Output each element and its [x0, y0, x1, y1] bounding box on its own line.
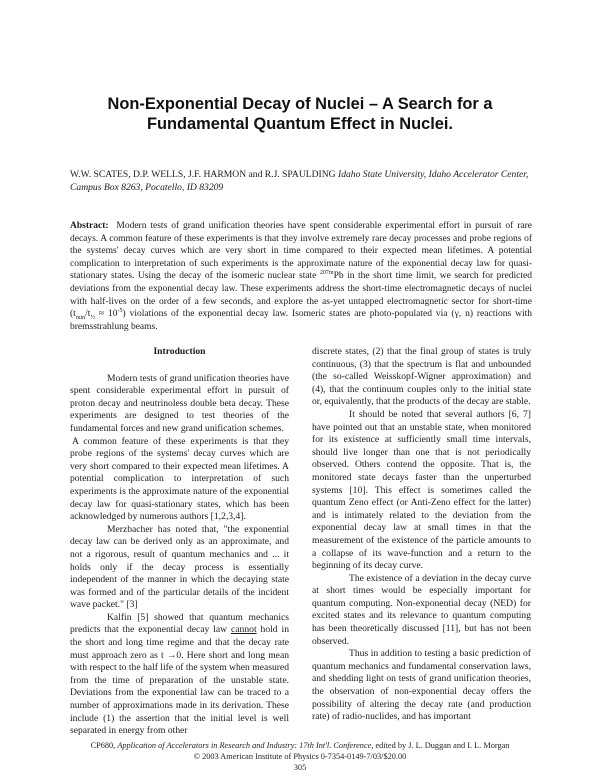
cp-number: CP680, [90, 741, 118, 750]
author-names: W.W. SCATES, D.P. WELLS, J.F. HARMON and R.J. SPAULDING [70, 169, 336, 180]
proceedings-title: Application of Accelerators in Research and Industry: 17th Int'l. Conference, [117, 741, 374, 750]
section-heading-introduction: Introduction [153, 346, 206, 357]
author-affiliation: Idaho State University, Idaho Accelerator Center, Campus Box 8263, Pocatello, ID 83209 [70, 169, 529, 193]
paragraph-text: hold in the short and long time regime and that the decay rate must approach zero as t →0. Here short and long mean with respect to the half life of the system when measured from the time of preparation of the unstable state. Deviations from the exponential law can be traced to a number of approximations made in its derivation. These include (1) the assertion that the initial level is well separated in energy from other [70, 624, 289, 737]
abstract-slash: /t [85, 309, 91, 320]
paragraph: A common feature of these experiments is that they probe regions of the systems' decay curves which are very short compared to their expected mean lifetimes. A potential complication to interpretation of such experiments is the approximate nature of the exponential decay law for quasi-stationary states, which has been acknowledged by numerous authors [1,2,3,4]. [70, 435, 289, 523]
paragraph: The existence of a deviation in the decay curve at short times would be especially important for quantum computing. Non-exponential decay (NED) for excited states and its relevance to quantum computing has been theoretically discussed [11], but has not been observed. [312, 572, 531, 647]
abstract-text-2: in the short time limit, we search for predicted deviations from the exponential decay law. These experiments address the short-time electromagnetic decays of nuclei with half-lives on the order of a few seconds, and explore the as-yet untapped electromagnetic sector for short-time (t [70, 271, 533, 320]
subscript-half: ½ [90, 315, 95, 322]
emphasis-underlined: cannot [231, 624, 257, 636]
copyright-line: © 2003 American Institute of Physics 0-7354-0149-7/03/$20.00 [193, 752, 407, 761]
author-block [70, 169, 540, 194]
paragraph [70, 612, 289, 738]
isotope-symbol: Pb [333, 271, 344, 282]
paper-title [60, 94, 540, 134]
paragraph: Thus in addition to testing a basic prediction of quantum mechanics and fundamental conservation laws, and shedding light on tests of grand unification theories, the observation of non-exponential decay offers the possibility of altering the decay rate (and production rate) of radio-nuclides, and has important [312, 648, 531, 723]
paragraph: Merzbacher has noted that, "the exponential decay law can be derived only as an approximate, and not a rigorous, result of quantum mechanics and ... it holds only if the decay process is essentially independent of the manner in which the decaying state was formed and of the particular details of the incident wave packet." [3] [70, 523, 289, 611]
page-number: 305 [293, 763, 307, 772]
paragraph: discrete states, (2) that the final group of states is truly continuous, (3) that the spectrum is flat and unbounded (the so-called Weisskopf-Wigner approximation) and (4), that the continuum couples only to the initial state or, equivalently, that the products of the decay are stable. [312, 346, 531, 408]
abstract [70, 220, 532, 333]
subscript-min: min [75, 315, 86, 322]
abstract-approx: ≈ 10 [94, 309, 118, 320]
abstract-text-3: ) violations of the exponential decay law. Isomeric states are photo-populated via (γ, n) reactions with bremsstrahlung beams. [70, 309, 532, 332]
title-line-1: Non-Exponential Decay of Nuclei – A Search for a [107, 95, 493, 113]
citation-line [20, 740, 580, 751]
abstract-label: Abstract: [70, 221, 109, 231]
abstract-text-1: Modern tests of grand unification theories have spent considerable experimental effort in pursuit of rare decays. A common feature of these experiments is that they involve extremely rare decay processes and probe regions of the systems' decay curves which are very short in time compared to their expected mean lifetimes. A potential complication to interpretation of such experiments is the approximate nature of the exponential decay law for quasi-stationary states. Using the decay of the isomeric nuclear state [70, 221, 533, 282]
paragraph: Modern tests of grand unification theories have spent considerable experimental effort in pursuit of proton decay and neutrinoless double beta decay. These experiments are designed to test theories of the fundamental forces and new grand unification schemes. [70, 372, 289, 434]
title-line-2: Fundamental Quantum Effect in Nuclei. [147, 115, 453, 133]
isotope-mass-number: 207m [319, 270, 334, 277]
page-footer [20, 740, 580, 773]
paragraph: It should be noted that several authors [6, 7] have pointed out that an unstable state, when monitored for its existence at sufficiently small time intervals, should live longer than one that is not periodically observed. Others contend the opposite. That is, the monitored state decays faster than the unperturbed systems [10]. This effect is sometimes called the quantum Zeno effect (or Anti-Zeno effect for the latter) and is intimately related to the deviation from the exponential decay law at small times in that the measurement of the existence of the particle amounts to a collapse of its wave-function and a return to the beginning of its decay curve. [312, 408, 531, 572]
right-column [312, 346, 531, 724]
paragraph-text: Kalfin [5] showed that quantum mechanics predicts that the exponential decay law [70, 611, 289, 636]
editors: edited by J. L. Duggan and I. L. Morgan [373, 741, 510, 750]
exponent: -5 [117, 308, 123, 314]
left-column [70, 346, 289, 738]
